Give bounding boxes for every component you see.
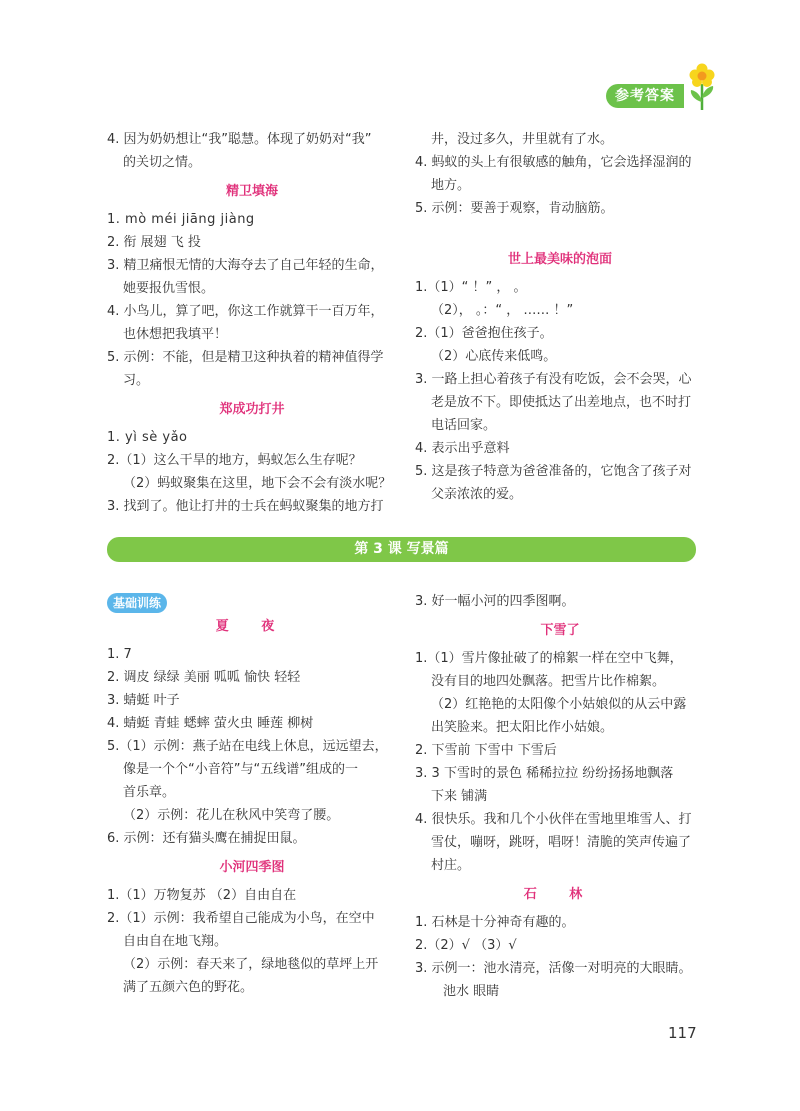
answer-line: 4. 蜻蜓 青蛙 蟋蟀 萤火虫 睡莲 柳树 <box>107 716 314 731</box>
basic-training-label: 基础训练 <box>107 593 167 613</box>
answer-line: 自由自在地飞翔。 <box>123 934 228 949</box>
answer-line: 5. 这是孩子特意为爸爸准备的，它饱含了孩子对 <box>415 464 692 479</box>
answer-line: 她要报仇雪恨。 <box>123 281 215 296</box>
answer-line: 1.（1）“ ！” ， 。 <box>415 280 527 295</box>
answer-line: 4. 很快乐。我和几个小伙伴在雪地里堆雪人、打 <box>415 812 692 827</box>
answer-line: 出笑脸来。把太阳比作小姑娘。 <box>431 720 614 735</box>
bottom-left-column <box>107 592 397 999</box>
answer-line: 5.（1）示例：燕子站在电线上休息，远远望去， <box>107 739 388 754</box>
answer-line: 井，没过多久，井里就有了水。 <box>431 132 614 147</box>
section-title-summer-night: 夏 夜 <box>215 619 289 634</box>
answer-line: 2. 衔 展翅 飞 投 <box>107 235 201 250</box>
answer-line: （2）蚂蚁聚集在这里，地下会不会有淡水呢？ <box>123 476 392 491</box>
answer-line: 首乐章。 <box>123 785 176 800</box>
top-left-column <box>107 128 397 518</box>
answer-line: 父亲浓浓的爱。 <box>431 487 523 502</box>
answer-line: 的关切之情。 <box>123 155 202 170</box>
section-title-noodle: 世上最美味的泡面 <box>507 252 612 267</box>
answer-line: （2）， 。：“ ， …… ！” <box>431 303 574 318</box>
page-number: 117 <box>668 1024 697 1042</box>
answer-line: 1. 7 <box>107 647 132 662</box>
answer-line: 4. 表示出乎意料 <box>415 441 510 456</box>
bottom-right-column <box>415 590 705 1003</box>
answer-line: 4. 蚂蚁的头上有很敏感的触角，它会选择湿润的 <box>415 155 692 170</box>
answer-line: （2）示例：花儿在秋风中笑弯了腰。 <box>123 808 340 823</box>
answer-line: 2. 下雪前 下雪中 下雪后 <box>415 743 557 758</box>
section-title-jingwei: 精卫填海 <box>225 184 278 199</box>
answer-line: 3. 好一幅小河的四季图啊。 <box>415 594 575 609</box>
answer-line: 3. 精卫痛恨无情的大海夺去了自己年轻的生命， <box>107 258 384 273</box>
answer-line: 1. yì sè yǎo <box>107 430 188 445</box>
answer-line: 也休想把我填平！ <box>123 327 228 342</box>
section-title-stone-forest: 石 林 <box>523 887 597 902</box>
answer-line: 5. 示例：要善于观察，肯动脑筋。 <box>415 201 614 216</box>
answer-line: 村庄。 <box>431 858 471 873</box>
answer-line: 3. 蜻蜓 叶子 <box>107 693 180 708</box>
answer-line: 习。 <box>123 373 150 388</box>
lesson-banner: 第 3 课 写景篇 <box>107 537 696 562</box>
answer-line: 1.（1）雪片像扯破了的棉絮一样在空中飞舞， <box>415 651 683 666</box>
answer-line: 雪仗，嘣呀，跳呀，唱呀！清脆的笑声传遍了 <box>431 835 692 850</box>
answer-line: 3. 一路上担心着孩子有没有吃饭，会不会哭，心 <box>415 372 692 387</box>
answer-line: 池水 眼睛 <box>443 984 500 999</box>
section-title-river: 小河四季图 <box>219 860 285 875</box>
answer-line: 6. 示例：还有猫头鹰在捕捉田鼠。 <box>107 831 306 846</box>
section-title-zheng: 郑成功打井 <box>219 402 285 417</box>
answer-line: （2）示例：春天来了，绿地毯似的草坪上开 <box>123 957 379 972</box>
answer-line: 1.（1）万物复苏 （2）自由自在 <box>107 888 297 903</box>
answer-line: 4. 小鸟儿，算了吧，你这工作就算干一百万年， <box>107 304 384 319</box>
answer-line: 满了五颜六色的野花。 <box>123 980 254 995</box>
flower-icon <box>684 62 720 112</box>
answer-line: 4. 因为奶奶想让“我”聪慧。体现了奶奶对“我” <box>107 132 372 147</box>
answer-line: 2.（1）示例：我希望自己能成为小鸟，在空中 <box>107 911 375 926</box>
answer-line: 3. 示例一：池水清亮，活像一对明亮的大眼睛。 <box>415 961 692 976</box>
top-right-column <box>415 128 705 506</box>
answer-line: 2.（2）√ （3）√ <box>415 938 517 953</box>
answer-key-badge: 参考答案 <box>606 84 684 108</box>
answer-line: 像是一个个“小音符”与“五线谱”组成的一 <box>123 762 358 777</box>
answer-line: （2）心底传来低鸣。 <box>431 349 557 364</box>
answer-line: 地方。 <box>431 178 471 193</box>
answer-line: 3. 3 下雪时的景色 稀稀拉拉 纷纷扬扬地飘落 <box>415 766 674 781</box>
answer-line: 电话回家。 <box>431 418 497 433</box>
answer-line: 1. mò méi jiāng jiàng <box>107 212 255 227</box>
answer-line: 5. 示例：不能，但是精卫这种执着的精神值得学 <box>107 350 384 365</box>
answer-line: （2）红艳艳的太阳像个小姑娘似的从云中露 <box>431 697 687 712</box>
answer-line: 2.（1）爸爸抱住孩子。 <box>415 326 553 341</box>
answer-line: 下来 铺满 <box>431 789 488 804</box>
answer-line: 老是放不下。即使抵达了出差地点，也不时打 <box>431 395 692 410</box>
answer-line: 1. 石林是十分神奇有趣的。 <box>415 915 575 930</box>
answer-line: 2.（1）这么干旱的地方，蚂蚁怎么生存呢？ <box>107 453 362 468</box>
answer-line: 没有目的地四处飘落。把雪片比作棉絮。 <box>431 674 666 689</box>
section-title-snow: 下雪了 <box>540 623 580 638</box>
answer-line: 3. 找到了。他让打井的士兵在蚂蚁聚集的地方打 <box>107 499 384 514</box>
answer-line: 2. 调皮 绿绿 美丽 呱呱 愉快 轻轻 <box>107 670 301 685</box>
